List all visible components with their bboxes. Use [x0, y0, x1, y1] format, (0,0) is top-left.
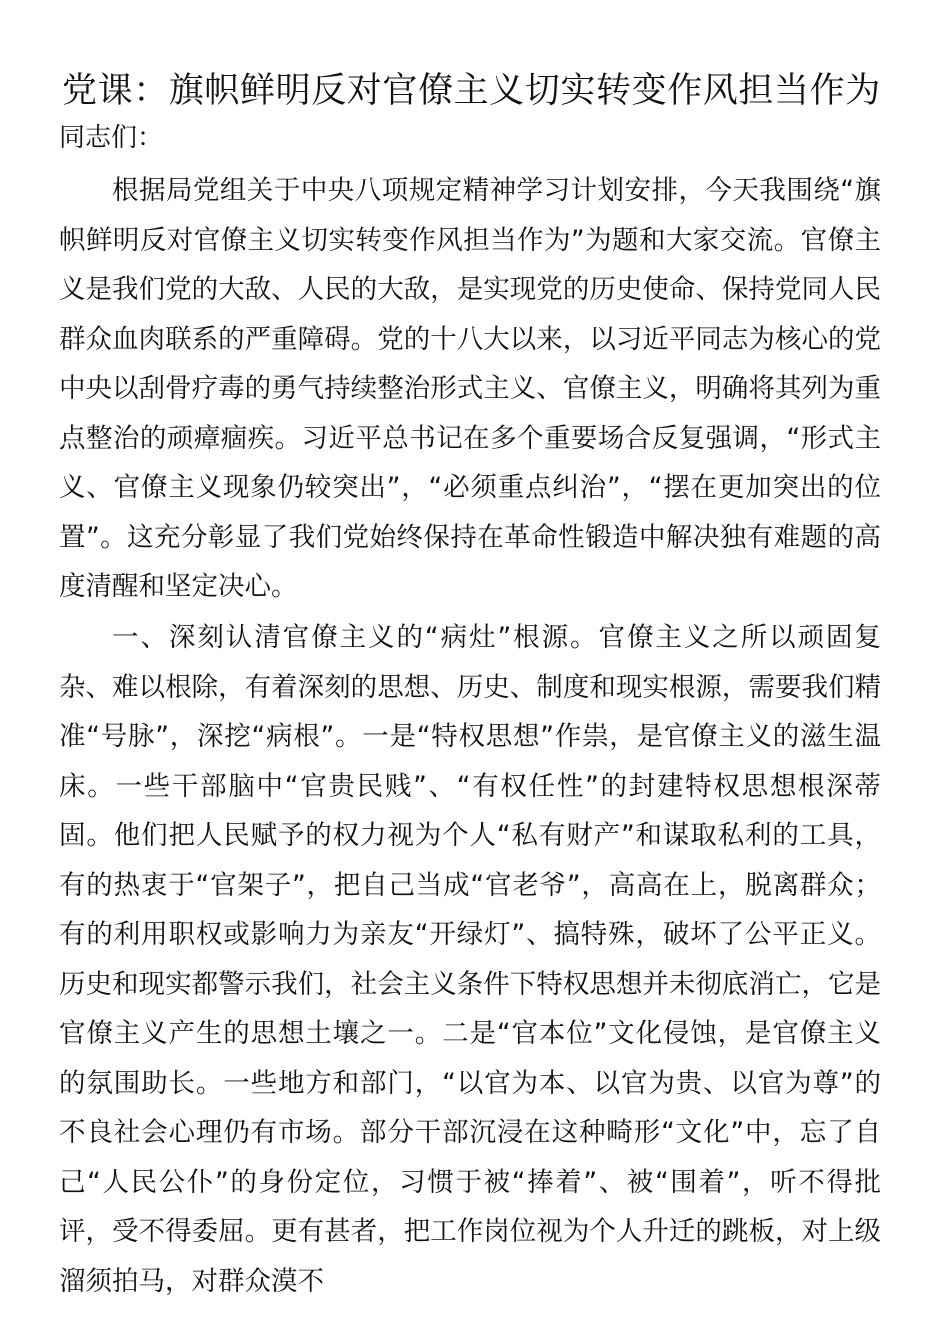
salutation: 同志们： — [59, 123, 164, 153]
body-paragraph-2: 一、深刻认清官僚主义的“病灶”根源。官僚主义之所以顽固复杂、难以根除，有着深刻的思想、历史、制度和现实根源，需要我们精准“号脉”，深挖“病根”。一是“特权思想”作祟，是官僚主义的滋生温床。一些干部脑中“官贵民贱”、“有权任性”的封建特权思想根深蒂固。他们把人民赋予的权力视为个人“私有财产”和谋取私利的工具，有的热衷于“官架子”，把自己当成“官老爷”，高高在上，脱离群众；有的利用职权或影响力为亲友“开绿灯”、搞特殊，破坏了公平正义。历史和现实都警示我们，社会主义条件下特权思想并未彻底消亡，它是官僚主义产生的思想土壤之一。二是“官本位”文化侵蚀，是官僚主义的氛围助长。一些地方和部门，“以官为本、以官为贵、以官为尊”的不良社会心理仍有市场。部分干部沉浸在这种畸形“文化”中，忘了自己“人民公仆”的身份定位，习惯于被“捧着”、被“围着”，听不得批评，受不得委屈。更有甚者，把工作岗位视为个人升迁的跳板，对上级溜须拍马，对群众漠不 — [59, 622, 881, 1297]
body-paragraph-1: 根据局党组关于中央八项规定精神学习计划安排，今天我围绕“旗帜鲜明反对官僚主义切实转变作风担当作为”为题和大家交流。官僚主义是我们党的大敌、人民的大敌，是实现党的历史使命、保持党同人民群众血肉联系的严重障碍。党的十八大以来，以习近平同志为核心的党中央以刮骨疗毒的勇气持续整治形式主义、官僚主义，明确将其列为重点整治的顽瘴痼疾。习近平总书记在多个重要场合反复强调，“形式主义、官僚主义现象仍较突出”，“必须重点纠治”，“摆在更加突出的位置”。这充分彰显了我们党始终保持在革命性锻造中解决独有难题的高度清醒和坚定决心。 — [59, 175, 881, 602]
document-title: 党课：旗帜鲜明反对官僚主义切实转变作风担当作为 — [62, 71, 881, 111]
